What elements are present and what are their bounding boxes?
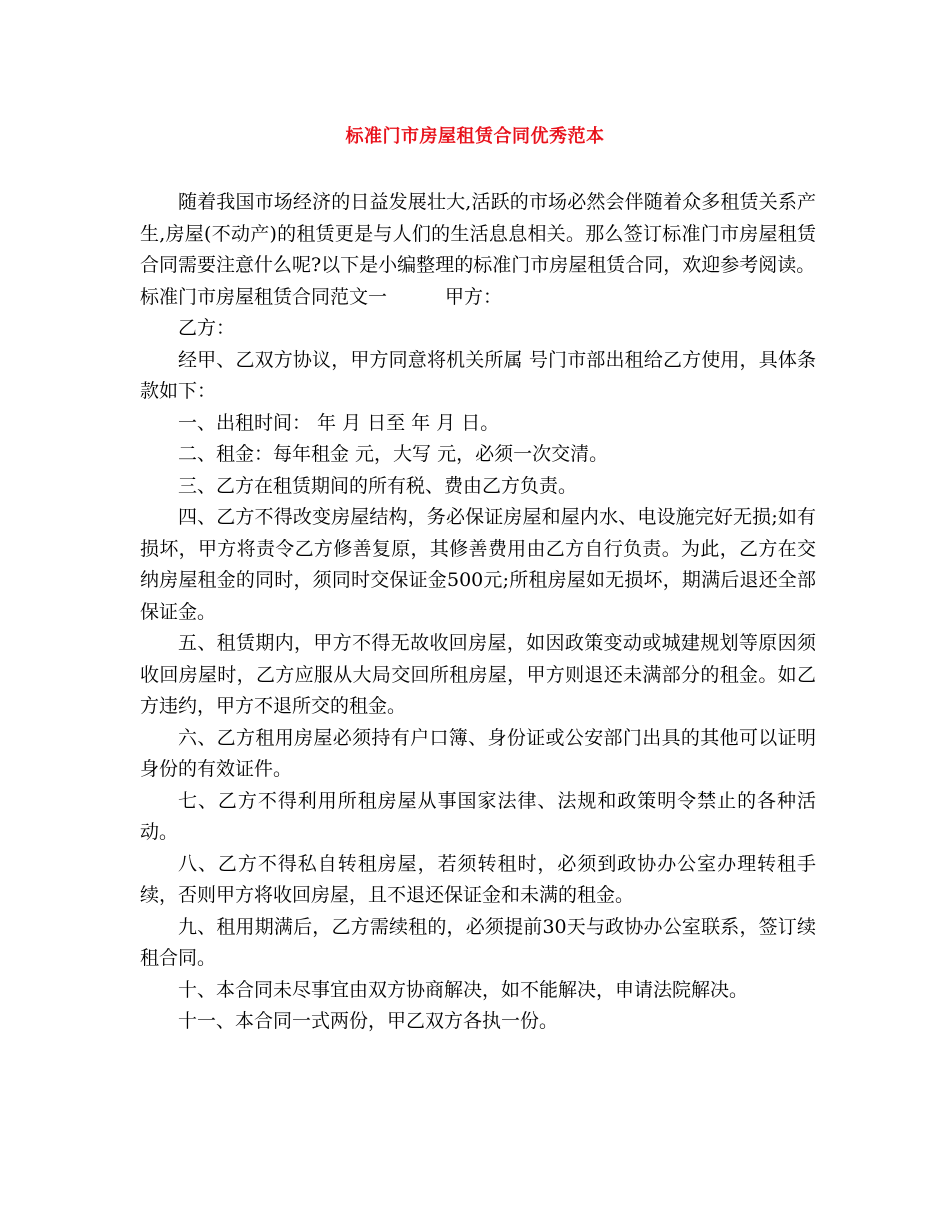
clause-8: 八、乙方不得私自转租房屋，若须转租时，必须到政协办公室办理转租手续，否则甲方将收回房屋，且不退还保证金和未满的租金。 <box>140 852 816 906</box>
clause-7: 七、乙方不得利用所租房屋从事国家法律、法规和政策明令禁止的各种活动。 <box>140 789 816 843</box>
clause-10: 十、本合同未尽事宜由双方协商解决，如不能解决，申请法院解决。 <box>178 978 749 1001</box>
party-a-label: 甲方： <box>445 285 503 308</box>
subheading-line <box>140 282 816 314</box>
clause-3: 三、乙方在租赁期间的所有税、费由乙方负责。 <box>178 474 578 497</box>
clause-9: 九、租用期满后，乙方需续租的，必须提前30天与政协办公室联系，签订续租合同。 <box>140 915 816 969</box>
agreement-paragraph: 经甲、乙双方协议，甲方同意将机关所属 号门市部出租给乙方使用，具体条款如下： <box>140 348 816 402</box>
clause-4: 四、乙方不得改变房屋结构，务必保证房屋和屋内水、电设施完好无损;如有损坏，甲方将责令乙方修善复原，其修善费用由乙方自行负责。为此，乙方在交纳房屋租金的同时，须同时交保证金500元;所租房屋如无损坏，期满后退还全部保证金。 <box>140 506 816 623</box>
document-body <box>140 187 816 1038</box>
clause-5: 五、租赁期内，甲方不得无故收回房屋，如因政策变动或城建规划等原因须收回房屋时，乙方应服从大局交回所租房屋，甲方则退还未满部分的租金。如乙方违约，甲方不退所交的租金。 <box>140 632 816 717</box>
party-b-label: 乙方： <box>178 317 236 339</box>
intro-paragraph: 随着我国市场经济的日益发展壮大,活跃的市场必然会伴随着众多租赁关系产生,房屋(不动产)的租赁更是与人们的生活息息相关。那么签订标准门市房屋租赁合同需要注意什么呢?以下是小编整理的标准门市房屋租赁合同，欢迎参考阅读。 <box>140 191 816 276</box>
clause-1: 一、出租时间： 年 月 日至 年 月 日。 <box>178 411 500 434</box>
clause-2: 二、租金：每年租金 元，大写 元，必须一次交清。 <box>178 443 609 465</box>
document-title: 标准门市房屋租赁合同优秀范本 <box>345 126 605 147</box>
clause-6: 六、乙方租用房屋必须持有户口簿、身份证或公安部门出具的其他可以证明身份的有效证件。 <box>140 726 816 780</box>
clause-11: 十一、本合同一式两份，甲乙双方各执一份。 <box>178 1010 559 1032</box>
subheading: 标准门市房屋租赁合同范文一 <box>140 285 388 308</box>
